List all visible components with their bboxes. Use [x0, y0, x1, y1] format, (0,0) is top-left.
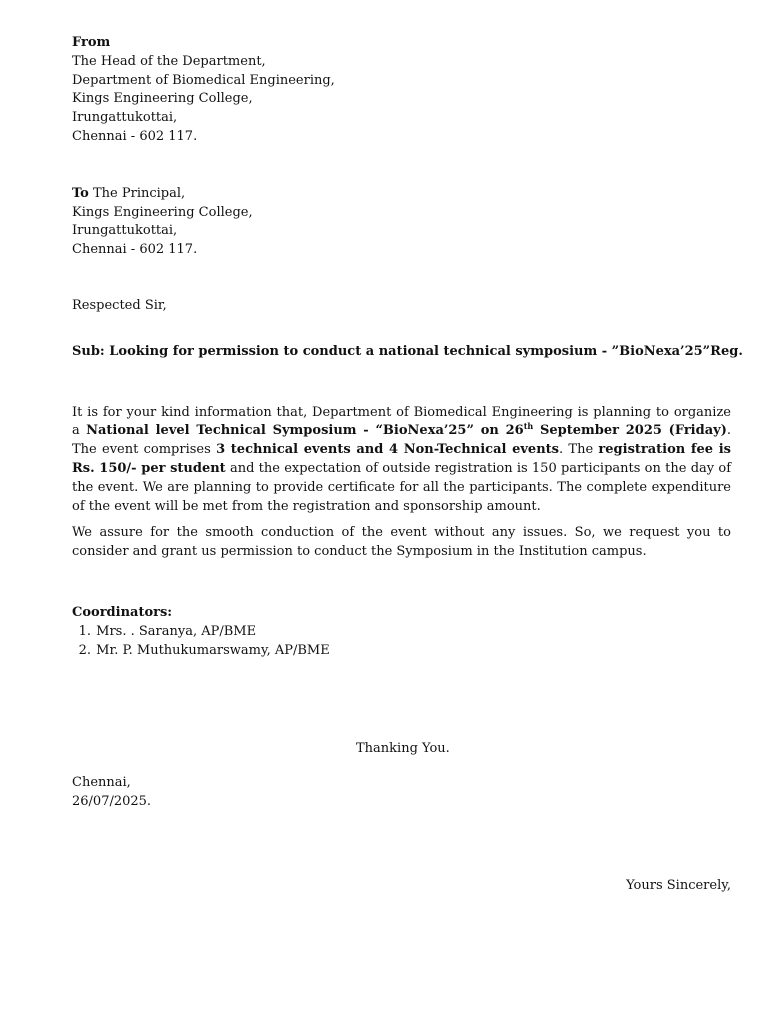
- letter-page: [72, 34, 743, 893]
- p1-text-3: . The: [558, 442, 599, 458]
- from-address-block: [72, 34, 731, 147]
- to-label: To: [72, 185, 89, 201]
- p1-bold-1: National level Technical Symposium - “BioNexa’25” on 26: [86, 423, 524, 439]
- closing-thanks: Thanking You.: [356, 741, 450, 756]
- to-address-block: [72, 185, 731, 260]
- from-line-3: Kings Engineering College,: [72, 91, 253, 107]
- p1-text-4: and the expectation of outside registration is 150 participants on the day of the event. We are planning to provide certificate for all the participants. The complete expenditure of the event will be met from the registration and sponsorship amount.: [72, 460, 731, 514]
- list-item-number: 1.: [78, 623, 91, 639]
- list-item: [72, 642, 731, 661]
- coordinators-list: [72, 623, 731, 661]
- body-paragraph-2: We assure for the smooth conduction of the event without any issues. So, we request you to consider and grant us permission to conduct the Symposium in the Institution campus.: [72, 525, 731, 560]
- coordinators-heading: Coordinators:: [72, 604, 173, 620]
- to-line-4: Chennai - 602 117.: [72, 242, 198, 258]
- subject-line: Sub: Looking for permission to conduct a national technical symposium - ”BioNexa’25”Reg.: [72, 343, 743, 359]
- to-line-2: Kings Engineering College,: [72, 204, 253, 220]
- to-recipient: The Principal,: [88, 185, 186, 201]
- salutation: Respected Sir,: [72, 297, 167, 313]
- p1-bold-2: September 2025 (Friday): [533, 423, 727, 439]
- to-line-3: Irungattukottai,: [72, 223, 178, 239]
- sign-off: Yours Sincerely,: [626, 878, 731, 893]
- to-first-line: [72, 185, 731, 204]
- coordinator-name: Mrs. . Saranya, AP/BME: [96, 623, 257, 639]
- p1-superscript: th: [523, 421, 534, 432]
- from-line-2: Department of Biomedical Engineering,: [72, 72, 335, 88]
- from-line-4: Irungattukottai,: [72, 110, 178, 126]
- p1-text-1: It is for your kind information that, Department of Biomedical Engineering is planning to organize a: [72, 404, 731, 439]
- p1-bold-3: 3 technical events and 4 Non-Technical events: [216, 442, 559, 458]
- from-line-5: Chennai - 602 117.: [72, 128, 198, 144]
- from-label: From: [72, 35, 111, 50]
- coordinator-name: Mr. P. Muthukumarswamy, AP/BME: [96, 642, 330, 658]
- p1-bold-4: registration fee is Rs. 150/- per student: [72, 442, 731, 476]
- body-paragraph-1: [72, 404, 731, 517]
- place-date-block: [72, 774, 151, 812]
- date: 26/07/2025.: [72, 793, 152, 809]
- place: Chennai,: [72, 775, 131, 790]
- p1-text-2: . The event comprises: [72, 423, 731, 458]
- coordinators-block: [72, 604, 731, 660]
- list-item-number: 2.: [78, 642, 91, 658]
- from-line-1: The Head of the Department,: [72, 53, 266, 69]
- list-item: [72, 623, 731, 642]
